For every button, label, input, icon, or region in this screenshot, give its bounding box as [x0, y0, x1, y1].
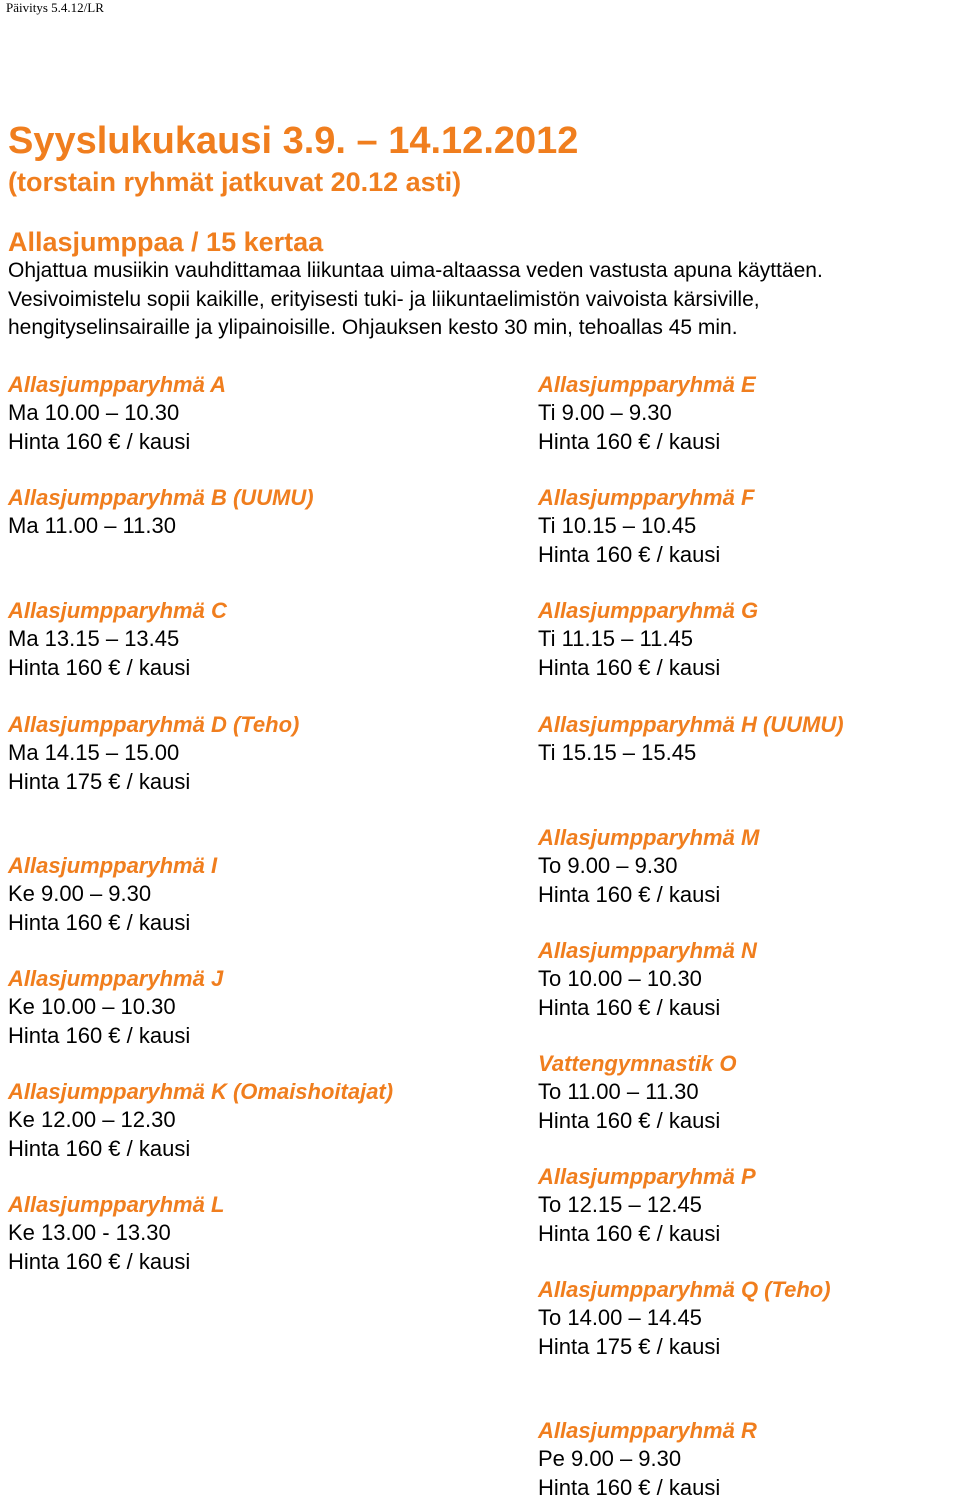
group-f	[538, 484, 754, 569]
group-a	[8, 371, 226, 456]
group-time: Ma 14.15 – 15.00	[8, 740, 180, 766]
group-price	[538, 768, 844, 796]
group-name: Allasjumpparyhmä K (Omaishoitajat)	[8, 1079, 394, 1104]
group-m	[538, 824, 759, 909]
group-name: Allasjumpparyhmä C	[8, 598, 227, 623]
group-k	[8, 1078, 393, 1163]
group-name: Allasjumpparyhmä Q (Teho)	[538, 1277, 831, 1302]
group-p	[538, 1163, 756, 1248]
group-price	[8, 541, 314, 569]
group-price: Hinta 160 € / kausi	[8, 1135, 191, 1161]
group-h	[538, 711, 844, 796]
group-price: Hinta 160 € / kausi	[538, 881, 721, 907]
group-c	[8, 597, 227, 682]
group-price: Hinta 160 € / kausi	[538, 994, 721, 1020]
group-time: Ke 10.00 – 10.30	[8, 994, 176, 1020]
group-r	[538, 1417, 757, 1502]
group-name: Allasjumpparyhmä G	[538, 598, 759, 623]
course-title: Allasjumppaa / 15 kertaa	[8, 227, 324, 257]
group-price: Hinta 175 € / kausi	[8, 768, 191, 794]
group-time: Ti 15.15 – 15.45	[538, 740, 697, 766]
group-time: To 12.15 – 12.45	[538, 1192, 702, 1218]
group-name: Allasjumpparyhmä J	[8, 966, 224, 991]
group-name: Allasjumpparyhmä E	[538, 372, 756, 397]
group-time: To 11.00 – 11.30	[538, 1079, 699, 1105]
group-name: Allasjumpparyhmä R	[538, 1418, 757, 1443]
intro-line: hengityselinsairaille ja ylipainoisille. Ohjauksen kesto 30 min, tehoallas 45 min.	[8, 316, 738, 339]
group-name: Allasjumpparyhmä H (UUMU)	[538, 712, 844, 737]
group-name: Allasjumpparyhmä M	[538, 825, 760, 850]
group-time: To 14.00 – 14.45	[538, 1305, 702, 1331]
group-name: Allasjumpparyhmä D (Teho)	[8, 712, 300, 737]
group-o	[538, 1050, 736, 1135]
group-name: Allasjumpparyhmä F	[538, 485, 755, 510]
group-time: Ke 12.00 – 12.30	[8, 1107, 176, 1133]
group-q	[538, 1276, 831, 1361]
group-price: Hinta 160 € / kausi	[538, 654, 721, 680]
group-price: Hinta 160 € / kausi	[8, 1248, 191, 1274]
group-time: To 9.00 – 9.30	[538, 853, 678, 879]
group-name: Vattengymnastik O	[538, 1051, 737, 1076]
group-price: Hinta 175 € / kausi	[538, 1333, 721, 1359]
group-b	[8, 484, 314, 569]
group-time: Ti 9.00 – 9.30	[538, 400, 672, 426]
group-d	[8, 711, 299, 796]
group-price: Hinta 160 € / kausi	[538, 1107, 721, 1133]
group-time: Ma 11.00 – 11.30	[8, 513, 176, 539]
group-time: Ke 9.00 – 9.30	[8, 881, 152, 907]
group-price: Hinta 160 € / kausi	[8, 909, 191, 935]
group-name: Allasjumpparyhmä I	[8, 853, 218, 878]
group-price: Hinta 160 € / kausi	[8, 428, 191, 454]
semester-subtitle: (torstain ryhmät jatkuvat 20.12 asti)	[8, 167, 462, 197]
intro-line: Ohjattua musiikin vauhdittamaa liikuntaa uima-altaassa veden vastusta apuna käyttäen.	[8, 259, 823, 282]
group-time: Pe 9.00 – 9.30	[538, 1446, 682, 1472]
update-note: Päivitys 5.4.12/LR	[6, 0, 104, 15]
group-time: Ma 10.00 – 10.30	[8, 400, 180, 426]
group-e	[538, 371, 756, 456]
group-time: Ti 11.15 – 11.45	[538, 626, 693, 652]
group-i	[8, 852, 217, 937]
group-price: Hinta 160 € / kausi	[8, 1022, 191, 1048]
group-j	[8, 965, 223, 1050]
intro-text	[8, 257, 953, 343]
group-price: Hinta 160 € / kausi	[538, 1474, 721, 1500]
group-name: Allasjumpparyhmä A	[8, 372, 227, 397]
group-name: Allasjumpparyhmä N	[538, 938, 757, 963]
group-l	[8, 1191, 224, 1276]
group-n	[538, 937, 757, 1022]
group-g	[538, 597, 758, 682]
group-name: Allasjumpparyhmä L	[8, 1192, 225, 1217]
group-price: Hinta 160 € / kausi	[538, 541, 721, 567]
group-price: Hinta 160 € / kausi	[8, 654, 191, 680]
group-time: Ti 10.15 – 10.45	[538, 513, 697, 539]
group-price: Hinta 160 € / kausi	[538, 428, 721, 454]
group-time: To 10.00 – 10.30	[538, 966, 702, 992]
group-price: Hinta 160 € / kausi	[538, 1220, 721, 1246]
group-time: Ke 13.00 - 13.30	[8, 1220, 171, 1246]
intro-line: Vesivoimistelu sopii kaikille, erityisesti tuki- ja liikuntaelimistön vaivoista kärsiville,	[8, 287, 760, 311]
group-time: Ma 13.15 – 13.45	[8, 626, 180, 652]
group-name: Allasjumpparyhmä P	[538, 1164, 756, 1189]
semester-title: Syyslukukausi 3.9. – 14.12.2012	[8, 120, 579, 162]
group-name: Allasjumpparyhmä B (UUMU)	[8, 485, 314, 510]
